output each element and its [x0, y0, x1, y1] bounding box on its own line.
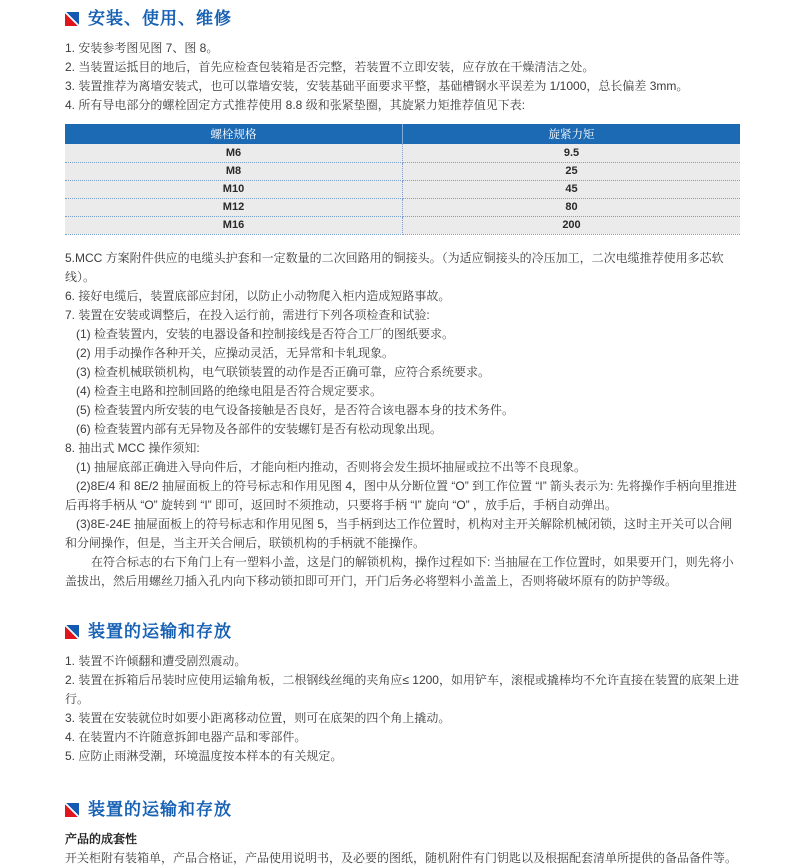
table-cell-torque: 200: [403, 216, 741, 234]
install-item-7: 7. 装置在安装或调整后，在投入运行前，需进行下列各项检查和试验:: [65, 307, 430, 322]
torque-table-header-spec: 螺栓规格: [65, 124, 403, 144]
table-row: [65, 180, 740, 198]
torque-table-header-row: [65, 124, 740, 144]
completeness-paragraph: 开关柜附有装箱单，产品合格证，产品使用说明书，及必要的图纸，随机附件有门钥匙以及根据配套清单所提供的备品备件等。: [65, 850, 738, 865]
transport-item-2: 2. 装置在拆箱后吊装时应使用运输角板，二根钢线丝绳的夹角应≤ 1200，如用铲车，滚棍或撬棒均不允许直接在装置的底架上进行。: [65, 672, 739, 706]
install-unlock-note: 在符合标志的右下角门上有一塑料小盖，这是门的解锁机构，操作过程如下: 当抽屉在工作位置时，如果要开门，则先将小盖拔出，然后用螺丝刀插入孔内向下移动锁扣即可开门，开门后务必将塑料小盖盖上，否则将破坏原有的防护等级。: [65, 554, 734, 588]
completeness-subheading: 产品的成套性: [65, 831, 138, 846]
table-cell-spec: M12: [65, 198, 403, 216]
section-completeness-title: 装置的运输和存放: [88, 799, 232, 819]
table-cell-torque: 80: [403, 198, 741, 216]
install-item-1: 1. 安装参考图见图 7、图 8。: [65, 41, 219, 55]
install-item-5: 5.MCC 方案附件供应的电缆头护套和一定数量的二次回路用的铜接头。（为适应铜接头的冷压加工，二次电缆推荐使用多芯软线）。: [65, 250, 724, 284]
section-transport-header: [65, 621, 740, 643]
install-item-7-sub-1: (1) 检查装置内，安装的电器设备和控制接线是否符合工厂的图纸要求。: [76, 326, 455, 341]
torque-table-body: [65, 144, 740, 234]
section-install: [65, 8, 740, 591]
table-cell-torque: 25: [403, 162, 741, 180]
install-item-7-sub-3: (3) 检查机械联锁机构，电气联锁装置的动作是否正确可靠，应符合系统要求。: [76, 364, 491, 379]
section-transport-title: 装置的运输和存放: [88, 621, 232, 641]
torque-table: [65, 124, 740, 235]
install-item-8: 8. 抽出式 MCC 操作须知:: [65, 440, 200, 455]
table-cell-spec: M10: [65, 180, 403, 198]
table-row: [65, 216, 740, 234]
install-item-8-sub-2: (2)8E/4 和 8E/2 抽屉面板上的符号标志和作用见图 4，图中从分断位置 “O” 到工作位置 “I” 箭头表示为: 先将操作手柄向里推进后再将手柄从 “O” 旋转到 “I” 即可，返回时不须推动，只要将手柄 “I” 旋向 “O” ，放手后，手柄自动弹出。: [65, 478, 737, 512]
install-item-4: 4. 所有导电部分的螺栓固定方式推荐使用 8.8 级和张紧垫圈，其旋紧力矩推荐值见下表:: [65, 98, 526, 112]
table-row: [65, 162, 740, 180]
section-bullet-icon: [65, 12, 79, 26]
install-item-7-sub-2: (2) 用手动操作各种开关，应操动灵活，无异常和卡轧现象。: [76, 345, 395, 360]
section-transport: [65, 621, 740, 766]
transport-item-4: 4. 在装置内不许随意拆卸电器产品和零部件。: [65, 729, 307, 744]
section-completeness: [65, 799, 740, 868]
torque-table-head: [65, 124, 740, 144]
install-item-8-sub-1: (1) 抽屉底部正确进入导向件后，才能向柜内推动，否则将会发生损坏抽屉或拉不出等不良现象。: [76, 459, 587, 474]
install-item-7-sub-6: (6) 检查装置内部有无异物及各部件的安装螺钉是否有松动现象出现。: [76, 421, 443, 436]
table-cell-spec: M6: [65, 144, 403, 162]
install-item-7-sub-4: (4) 检查主电路和控制回路的绝缘电阻是否符合规定要求。: [76, 383, 383, 398]
table-cell-torque: 9.5: [403, 144, 741, 162]
transport-item-3: 3. 装置在安装就位时如要小距离移动位置，则可在底架的四个角上撬动。: [65, 710, 451, 725]
table-cell-spec: M8: [65, 162, 403, 180]
section-install-header: [65, 8, 740, 30]
transport-item-1: 1. 装置不许倾翻和遭受剧烈震动。: [65, 653, 247, 668]
section-completeness-header: [65, 799, 740, 821]
install-item-3: 3. 装置推荐为离墙安装式，也可以靠墙安装，安装基础平面要求平整，基础槽钢水平误差为 1/1000，总长偏差 3mm。: [65, 79, 689, 93]
table-cell-spec: M16: [65, 216, 403, 234]
table-row: [65, 144, 740, 162]
torque-table-header-torque: 旋紧力矩: [403, 124, 741, 144]
section-bullet-icon: [65, 625, 79, 639]
section-bullet-icon: [65, 803, 79, 817]
install-item-7-sub-5: (5) 检查装置内所安装的电气设备接触是否良好，是否符合该电器本身的技术务件。: [76, 402, 515, 417]
install-item-2: 2. 当装置运抵目的地后，首先应检查包装箱是否完整，若装置不立即安装，应存放在干燥清洁之处。: [65, 60, 595, 74]
table-row: [65, 198, 740, 216]
table-cell-torque: 45: [403, 180, 741, 198]
section-install-title: 安装、使用、维修: [88, 9, 232, 28]
install-item-8-sub-3: (3)8E-24E 抽屉面板上的符号标志和作用见图 5，当手柄到达工作位置时，机构对主开关解除机械闭锁，这时主开关可以合闸和分闸操作，但是，当主开关合闸后，联锁机构的手柄就不能操作。: [65, 516, 733, 550]
install-item-6: 6. 接好电缆后，装置底部应封闭，以防止小动物爬入柜内造成短路事故。: [65, 288, 451, 303]
transport-item-5: 5. 应防止雨淋受潮，环境温度按本样本的有关规定。: [65, 748, 343, 763]
